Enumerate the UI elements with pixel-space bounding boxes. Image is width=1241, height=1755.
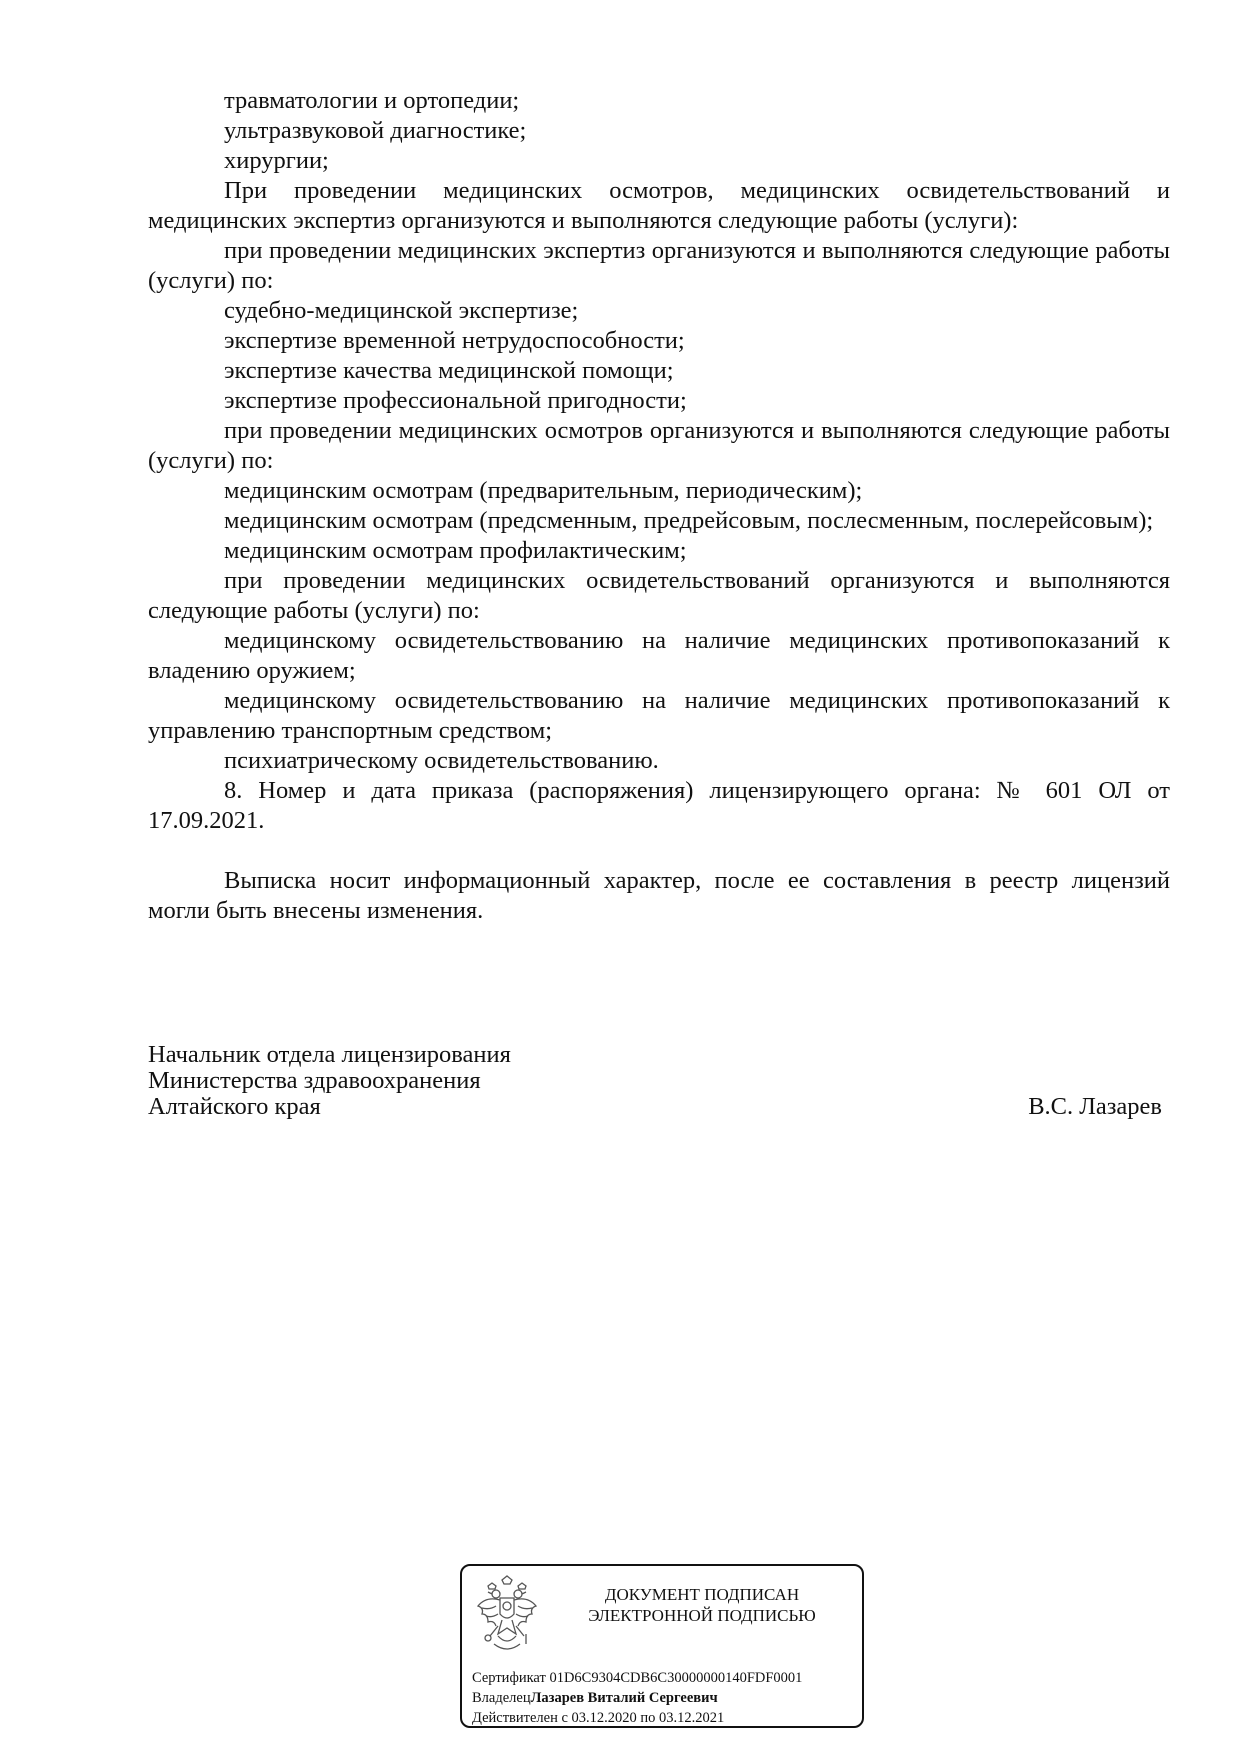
paragraph: при проведении медицинских осмотров организуются и выполняются следующие работы (услуги) по: <box>148 417 1170 474</box>
paragraph: медицинскому освидетельствованию на наличие медицинских противопоказаний к владению оружием; <box>148 627 1170 684</box>
order-number-paragraph: 8. Номер и дата приказа (распоряжения) лицензирующего органа: № 601 ОЛ от 17.09.2021. <box>148 777 1170 834</box>
signer-position-line: Министерства здравоохранения <box>148 1067 481 1094</box>
paragraph: при проведении медицинских освидетельствований организуются и выполняются следующие работы (услуги) по: <box>148 567 1170 624</box>
owner-line <box>472 1688 802 1708</box>
spacer <box>148 836 1170 866</box>
informational-note: Выписка носит информационный характер, после ее составления в реестр лицензий могли быть внесены изменения. <box>148 867 1170 924</box>
stamp-title <box>552 1584 852 1626</box>
certificate-label: Сертификат <box>472 1670 546 1686</box>
owner-label: Владелец <box>472 1690 531 1706</box>
paragraph: медицинским осмотрам профилактическим; <box>224 537 687 564</box>
paragraph: судебно-медицинской экспертизе; <box>224 297 579 324</box>
document-body <box>148 86 1170 926</box>
owner-value: Лазарев Виталий Сергеевич <box>530 1690 718 1706</box>
paragraph: экспертизе профессиональной пригодности; <box>224 387 687 414</box>
paragraph: психиатрическому освидетельствованию. <box>224 747 659 774</box>
paragraph: При проведении медицинских осмотров, медицинских освидетельствований и медицинских экспертиз организуются и выполняются следующие работы (услуги): <box>148 177 1170 234</box>
stamp-details <box>472 1668 802 1728</box>
electronic-signature-stamp <box>460 1564 864 1728</box>
paragraph: экспертизе качества медицинской помощи; <box>224 357 674 384</box>
double-headed-eagle-emblem-icon <box>474 1574 540 1654</box>
signer-position-line: Алтайского края <box>148 1093 321 1120</box>
certificate-value: 01D6C9304CDB6C30000000140FDF0001 <box>549 1670 803 1686</box>
paragraph: хирургии; <box>224 147 329 174</box>
stamp-title-line: ДОКУМЕНТ ПОДПИСАН <box>604 1585 800 1604</box>
paragraph: медицинским осмотрам (предсменным, предрейсовым, послесменным, послерейсовым); <box>224 507 1154 534</box>
certificate-line <box>472 1668 802 1688</box>
signer-name: В.С. Лазарев <box>1028 1093 1162 1120</box>
paragraph: при проведении медицинских экспертиз организуются и выполняются следующие работы (услуги) по: <box>148 237 1170 294</box>
paragraph: медицинским осмотрам (предварительным, периодическим); <box>224 477 863 504</box>
paragraph: медицинскому освидетельствованию на наличие медицинских противопоказаний к управлению транспортным средством; <box>148 687 1170 744</box>
signer-position-line: Начальник отдела лицензирования <box>148 1041 511 1068</box>
signature-block <box>148 1042 1162 1120</box>
paragraph: экспертизе временной нетрудоспособности; <box>224 327 685 354</box>
paragraph: ультразвуковой диагностике; <box>224 117 527 144</box>
stamp-title-line: ЭЛЕКТРОННОЙ ПОДПИСЬЮ <box>588 1606 816 1625</box>
paragraph: травматологии и ортопедии; <box>224 87 520 114</box>
validity-line: Действителен с 03.12.2020 по 03.12.2021 <box>472 1710 725 1726</box>
